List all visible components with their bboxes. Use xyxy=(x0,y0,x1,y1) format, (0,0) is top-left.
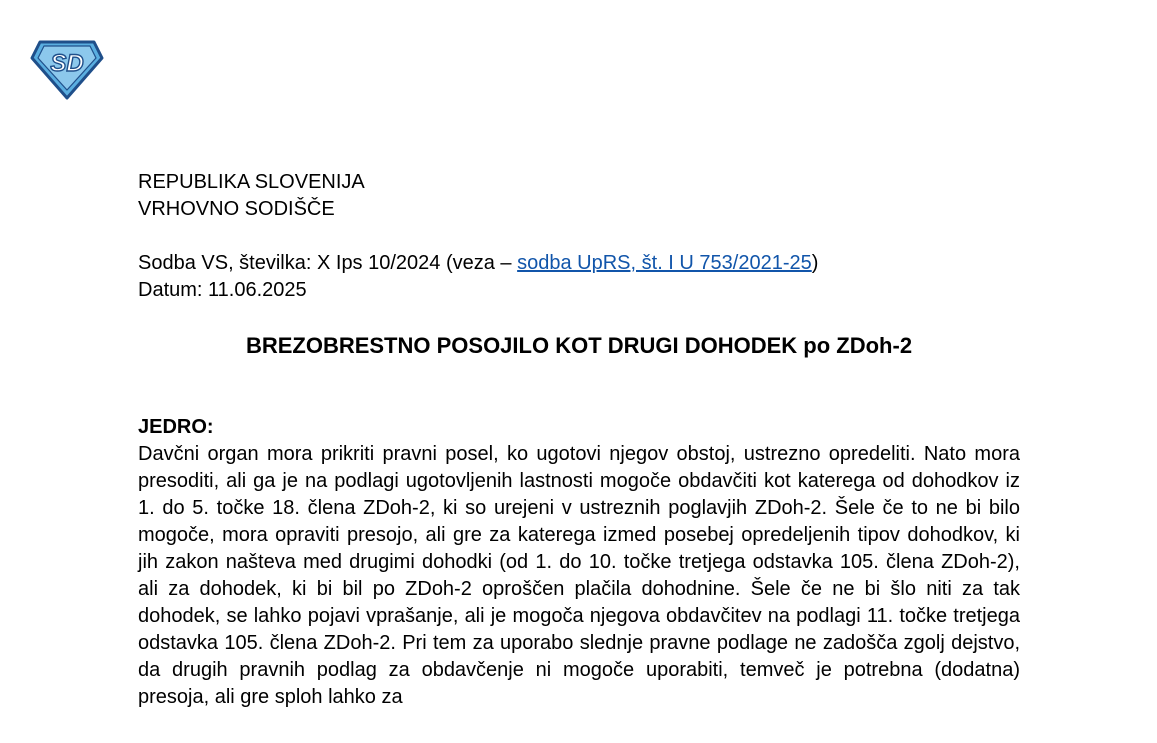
ruling-link[interactable]: sodba UpRS, št. I U 753/2021-25 xyxy=(517,252,812,274)
ruling-line xyxy=(138,250,1020,277)
court-name: VRHOVNO SODIŠČE xyxy=(138,198,335,220)
court-country: REPUBLIKA SLOVENIJA xyxy=(138,171,365,193)
ruling-meta xyxy=(138,250,1020,304)
logo-text: SD xyxy=(50,50,84,77)
jedro-section xyxy=(138,414,1020,711)
ruling-date: Datum: 11.06.2025 xyxy=(138,279,307,301)
ruling-prefix: Sodba VS, številka: X Ips 10/2024 (veza – xyxy=(138,252,518,274)
ruling-suffix: ) xyxy=(811,252,819,274)
jedro-heading: JEDRO: xyxy=(138,416,214,438)
jedro-body: Davčni organ mora prikriti pravni posel, ko ugotovi njegov obstoj, ustrezno opredeliti. Nato mora presoditi, ali ga je na podlagi ugotovljenih lastnosti mogoče obdavčiti kot katerega od dohodkov iz 1. do 5. točke 18. člena ZDoh-2, ki so urejeni v ustreznih poglavjih ZDoh-2. Šele če to ne bi bilo mogoče, mora opraviti presojo, ali gre za katerega izmed posebej opredeljenih tipov dohodkov, ki jih zakon našteva med drugimi dohodki (od 1. do 10. točke tretjega odstavka 105. člena ZDoh-2), ali za dohodek, ki bi bil po ZDoh-2 oproščen plačila dohodnine. Šele če ne bi šlo niti za tak dohodek, se lahko pojavi vprašanje, ali je mogoča njegova obdavčitev na podlagi 11. točke tretjega odstavka 105. člena ZDoh-2. Pri tem za uporabo slednje pravne podlage ne zadošča zgolj dejstvo, da drugih pravnih podlag za obdavčenje ni mogoče uporabiti, temveč je potrebna (dodatna) presoja, ali gre sploh lahko za xyxy=(138,443,1020,708)
document-title: BREZOBRESTNO POSOJILO KOT DRUGI DOHODEK po ZDoh-2 xyxy=(245,333,913,358)
court-header xyxy=(138,169,1020,223)
sd-diamond-logo-icon xyxy=(30,38,104,100)
